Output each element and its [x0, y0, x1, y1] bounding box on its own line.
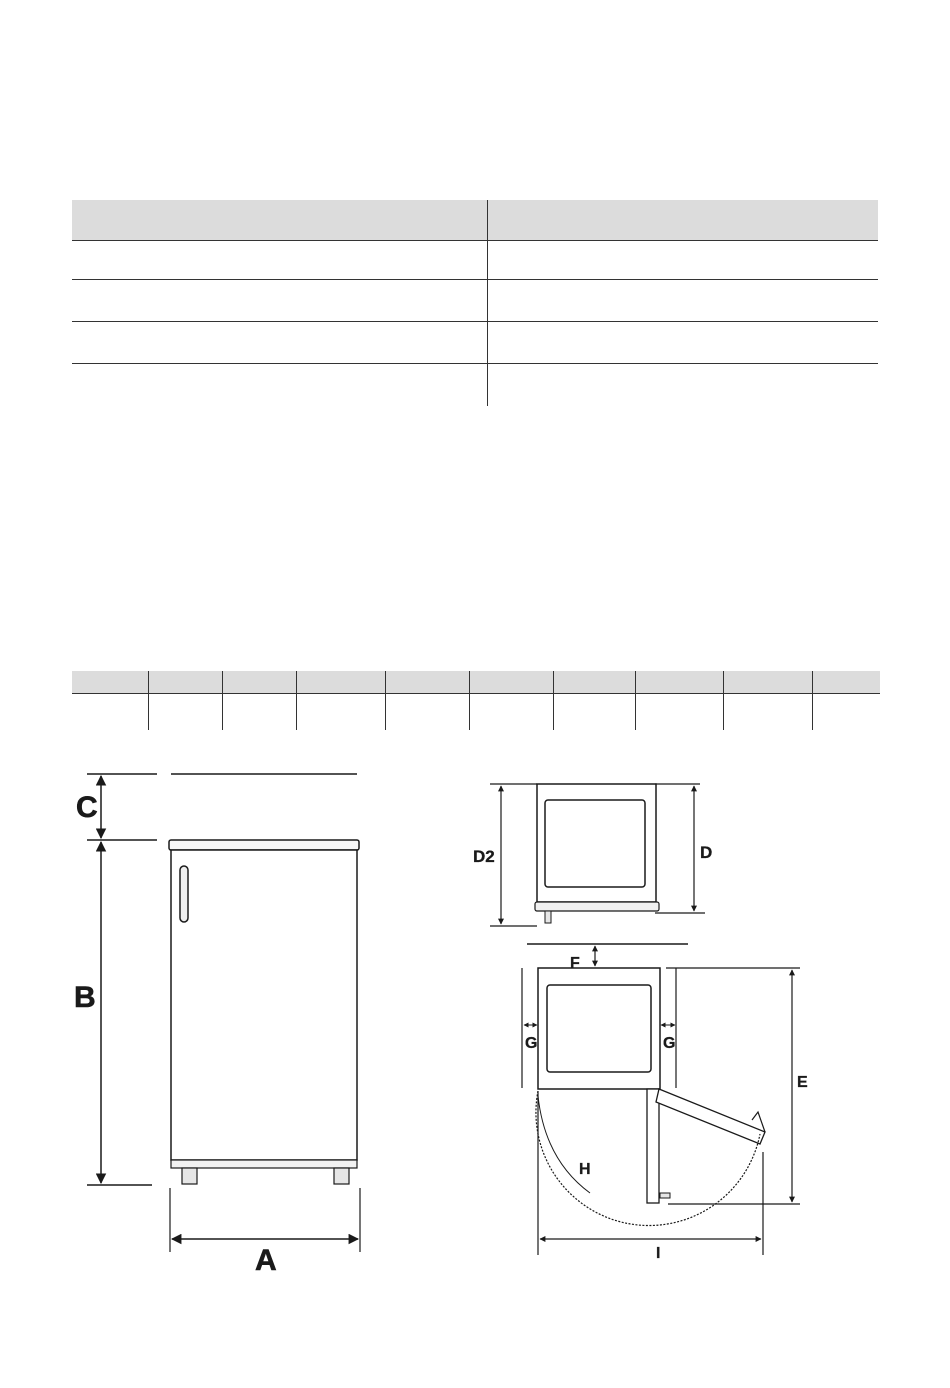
label-d2: D2	[473, 847, 495, 866]
table-row	[72, 240, 878, 280]
label-a: A	[255, 1244, 277, 1277]
table-row	[72, 282, 878, 322]
column-divider	[148, 671, 149, 730]
label-f: F	[570, 955, 580, 972]
dimension-table	[72, 671, 880, 730]
specification-table	[72, 200, 878, 406]
label-g-left: G	[525, 1035, 538, 1052]
spec-value	[488, 240, 878, 279]
spec-label	[72, 366, 487, 406]
column-divider	[385, 671, 386, 730]
label-b: B	[74, 981, 96, 1014]
door-handle	[180, 866, 188, 922]
column-divider	[723, 671, 724, 730]
column-divider	[296, 671, 297, 730]
door-handle	[660, 1193, 670, 1198]
cabinet-foot	[545, 911, 551, 923]
column-divider	[222, 671, 223, 730]
fridge-base	[171, 1160, 357, 1168]
spec-label	[72, 324, 487, 363]
label-h: H	[579, 1161, 591, 1178]
column-divider	[635, 671, 636, 730]
column-divider	[487, 200, 488, 406]
door-swing-view	[522, 944, 800, 1255]
cabinet-base	[535, 902, 659, 911]
fridge-top	[169, 840, 359, 850]
column-divider	[469, 671, 470, 730]
dimension-diagram	[0, 760, 950, 1280]
front-view	[87, 774, 360, 1252]
label-d: D	[700, 843, 713, 862]
dimension-h-pointer	[538, 1096, 590, 1193]
label-g-right: G	[663, 1035, 676, 1052]
label-c: C	[76, 791, 98, 824]
door-open	[656, 1089, 765, 1144]
table-row	[72, 366, 878, 406]
table-row	[72, 324, 878, 364]
cabinet-inner	[545, 800, 645, 887]
dimension-table-header	[72, 671, 880, 694]
spec-label	[72, 282, 487, 321]
side-view	[490, 784, 705, 926]
spec-label	[72, 240, 487, 279]
spec-table-header	[72, 200, 878, 241]
label-i: I	[656, 1245, 661, 1262]
spec-value	[488, 324, 878, 363]
door-closed	[647, 1089, 659, 1203]
spec-value	[488, 366, 878, 406]
spec-value	[488, 282, 878, 321]
cabinet-inner	[547, 985, 651, 1072]
label-e: E	[797, 1074, 808, 1091]
fridge-door	[171, 850, 357, 1160]
column-divider	[553, 671, 554, 730]
column-divider	[812, 671, 813, 730]
fridge-foot	[182, 1168, 197, 1184]
fridge-foot	[334, 1168, 349, 1184]
